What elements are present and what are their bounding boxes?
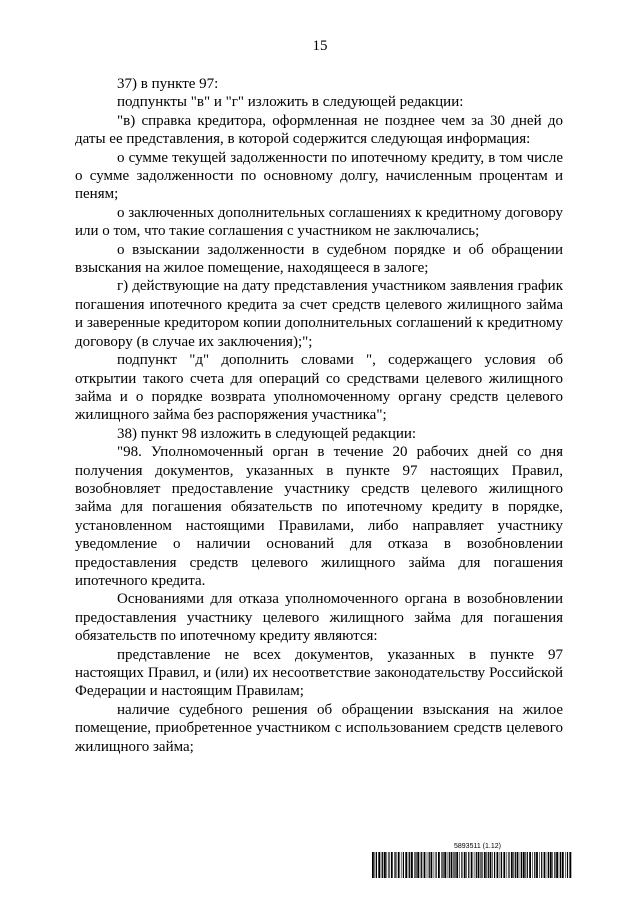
paragraph-court-decision: наличие судебного решения об обращении взыскания на жилое помещение, приобретенное участником с использованием средств целевого жилищного займа; xyxy=(75,701,563,755)
paragraph-item-37: 37) в пункте 97: xyxy=(117,76,219,92)
paragraph-debt-recovery: о взыскании задолженности в судебном порядке и об обращении взыскания на жилое помещение, находящееся в залоге; xyxy=(75,241,563,277)
paragraph-clause-98: "98. Уполномоченный орган в течение 20 рабочих дней со дня получения документов, указанных в пункте 97 настоящих Правил, возобновляет предоставление участнику средств целевого жилищного займа для погашения обязательств по ипотечному кредиту в порядке, установленном настоящими Правилами, либо направляет участнику уведомление о наличии оснований для отказа в возобновлении предоставления средств целевого жилищного займа для погашения ипотечного кредита. xyxy=(75,444,563,589)
paragraph-subitem-d: подпункт "д" дополнить словами ", содержащего условия об открытии такого счета для операций со средствами целевого жилищного займа и о порядке возврата уполномоченному органу средств целевого жилищного займа без распоряжения участника"; xyxy=(75,352,563,424)
paragraph-subitem-g: г) действующие на дату представления участником заявления график погашения ипотечного кредита за счет средств целевого жилищного займа и заверенные кредитором копии дополнительных соглашений к кредитному договору (в случае их заключения);"; xyxy=(75,278,563,350)
paragraph-refusal-grounds: Основаниями для отказа уполномоченного органа в возобновлении предоставления участнику целевого жилищного займа для погашения обязательств по ипотечному кредиту являются: xyxy=(75,591,563,645)
paragraph-additional-agreements: о заключенных дополнительных соглашениях к кредитному договору или о том, что такие соглашения с участником не заключались; xyxy=(75,204,564,240)
page-number: 15 xyxy=(312,38,328,54)
paragraph-incomplete-documents: представление не всех документов, указанных в пункте 97 настоящих Правил, и (или) их несоответствие законодательству Российской Федерации и настоящим Правилам; xyxy=(75,646,563,700)
paragraph-subitem-v: "в) справка кредитора, оформленная не позднее чем за 30 дней до даты ее представления, в которой содержится следующая информация: xyxy=(75,112,563,148)
paragraph-item-38: 38) пункт 98 изложить в следующей редакции: xyxy=(117,425,417,442)
paragraph-debt-amount: о сумме текущей задолженности по ипотечному кредиту, в том числе о сумме задолженности по основному долгу, начисленным процентам и пеням; xyxy=(75,149,563,203)
document-body xyxy=(75,75,563,756)
document-code: 5893511 (1.12) xyxy=(454,843,501,850)
barcode-icon xyxy=(372,852,572,878)
paragraph-subitems-v-g: подпункты "в" и "г" изложить в следующей редакции: xyxy=(117,94,464,111)
